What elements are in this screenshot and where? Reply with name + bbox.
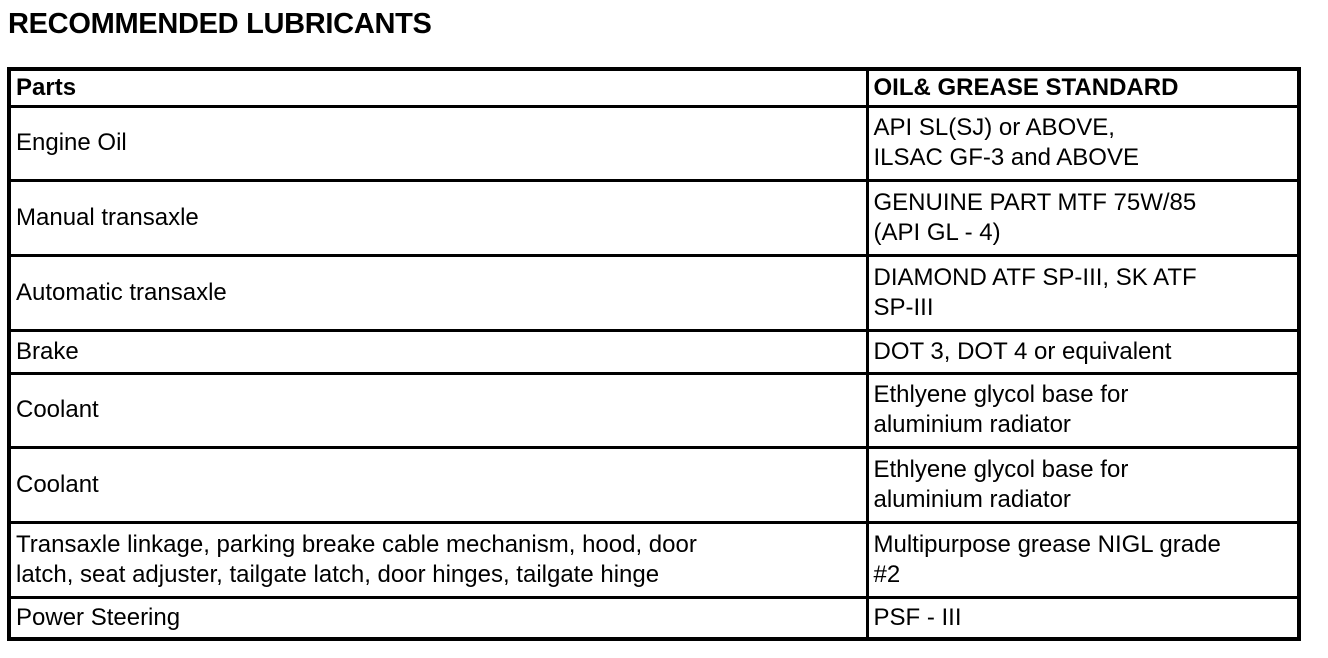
standard-cell bbox=[867, 330, 1299, 373]
standard-cell bbox=[867, 447, 1299, 522]
part-cell bbox=[9, 522, 867, 597]
table-row bbox=[9, 106, 1299, 180]
standard-cell bbox=[867, 106, 1299, 180]
part-label: Transaxle linkage, parking breake cable mechanism, hood, door latch, seat adjuster, tailgate latch, door hinges, tailgate hinge bbox=[16, 530, 697, 588]
part-cell bbox=[9, 447, 867, 522]
part-label: Manual transaxle bbox=[16, 203, 199, 231]
part-label: Coolant bbox=[16, 396, 99, 423]
standard-cell bbox=[867, 597, 1299, 639]
table-header-row bbox=[9, 69, 1299, 106]
standard-label: API SL(SJ) or ABOVE, ILSAC GF-3 and ABOVE bbox=[873, 114, 1139, 171]
part-label: Brake bbox=[16, 337, 79, 365]
part-cell bbox=[9, 180, 867, 255]
table-row bbox=[9, 330, 1299, 373]
table-row bbox=[9, 447, 1299, 522]
part-cell bbox=[9, 597, 867, 639]
standard-cell bbox=[867, 180, 1299, 255]
part-label: Engine Oil bbox=[16, 129, 127, 156]
standard-cell bbox=[867, 373, 1299, 447]
standard-label: Multipurpose grease NIGL grade #2 bbox=[873, 530, 1221, 588]
page-title: RECOMMENDED LUBRICANTS bbox=[8, 8, 432, 40]
standard-label: GENUINE PART MTF 75W/85 (API GL - 4) bbox=[873, 188, 1197, 246]
lubricants-table bbox=[7, 67, 1301, 641]
header-standard: OIL& GREASE STANDARD bbox=[867, 69, 1299, 106]
part-label: Automatic transaxle bbox=[16, 278, 227, 306]
table-row bbox=[9, 373, 1299, 447]
part-label: Coolant bbox=[16, 470, 99, 498]
standard-label: DIAMOND ATF SP-III, SK ATF SP-III bbox=[873, 263, 1197, 321]
part-cell bbox=[9, 255, 867, 330]
part-cell bbox=[9, 106, 867, 180]
standard-label: Ethlyene glycol base for aluminium radiator bbox=[873, 381, 1129, 438]
header-parts: Parts bbox=[9, 69, 867, 106]
part-cell bbox=[9, 330, 867, 373]
standard-label: Ethlyene glycol base for aluminium radiator bbox=[873, 455, 1129, 513]
table-row bbox=[9, 522, 1299, 597]
table-row bbox=[9, 180, 1299, 255]
standard-cell bbox=[867, 522, 1299, 597]
part-cell bbox=[9, 373, 867, 447]
table-row bbox=[9, 597, 1299, 639]
part-label: Power Steering bbox=[16, 603, 181, 631]
standard-label: DOT 3, DOT 4 or equivalent bbox=[873, 337, 1172, 365]
table-row bbox=[9, 255, 1299, 330]
standard-cell bbox=[867, 255, 1299, 330]
standard-label: PSF - III bbox=[873, 603, 962, 631]
